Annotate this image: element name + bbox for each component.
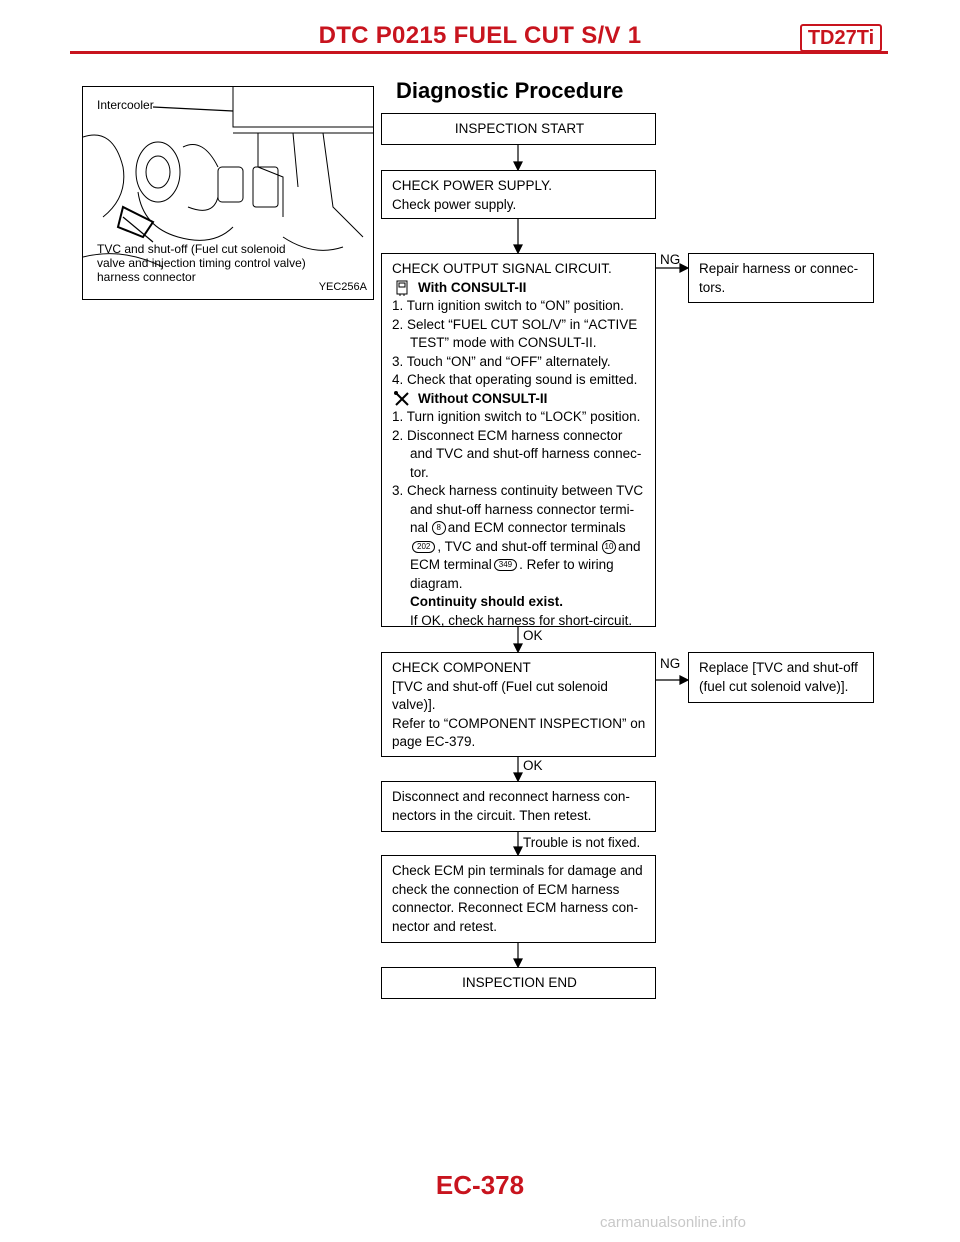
replace-line-1: Replace [TVC and shut-off (699, 660, 858, 675)
step3-ok-label: OK (523, 758, 543, 773)
watermark: carmanualsonline.info (600, 1214, 746, 1231)
with-step-2: 2. Select “FUEL CUT SOL/V” in “ACTIVE (392, 316, 638, 332)
ecm-terminal-text: ECM terminal (410, 557, 492, 572)
step5-line-3: connector. Reconnect ECM harness con- (392, 900, 639, 915)
with-step-1: 1. Turn ignition switch to “ON” position. (392, 298, 624, 313)
refer-wiring-text: . Refer to wiring (519, 557, 614, 572)
reconnect-harness-box (381, 781, 656, 832)
not-fixed-label: Trouble is not fixed. (523, 835, 641, 850)
step2-ok-label: OK (523, 628, 543, 643)
without-step-3-cont: and shut-off harness connector termi- (410, 501, 635, 517)
without-step-2: 2. Disconnect ECM harness connector (392, 427, 623, 443)
check-ecm-pins-box (381, 855, 656, 943)
figure-label-line1: TVC and shut-off (Fuel cut solenoid (97, 242, 286, 256)
with-step-2-cont: TEST” mode with CONSULT-II. (410, 335, 597, 350)
replace-line-2: (fuel cut solenoid valve)]. (699, 678, 849, 694)
if-ok-text: If OK, check harness for short-circuit. (410, 612, 633, 628)
step5-line-4: nector and retest. (392, 918, 498, 934)
step3-line-4: Refer to “COMPONENT INSPECTION” on (392, 715, 646, 731)
section-title: Diagnostic Procedure (396, 78, 624, 103)
figure-code: YEC256A (318, 281, 367, 293)
step4-line-1: Disconnect and reconnect harness con- (392, 789, 630, 804)
repair-line-1: Repair harness or connec- (699, 261, 859, 276)
nal-text: nal (410, 520, 429, 535)
step1-heading: CHECK POWER SUPPLY. (392, 178, 553, 193)
step2-heading: CHECK OUTPUT SIGNAL CIRCUIT. (392, 261, 612, 276)
with-consult-label: With CONSULT-II (418, 279, 527, 295)
model-badge: TD27Ti (800, 24, 882, 52)
with-step-3: 3. Touch “ON” and “OFF” alternately. (392, 353, 611, 369)
inspection-start-box: INSPECTION START (381, 113, 656, 145)
tvc-terminal-text: , TVC and shut-off terminal (437, 538, 599, 554)
step3-line-3: valve)]. (392, 697, 436, 712)
step3-line-5: page EC-379. (392, 734, 476, 749)
step3-line-2: [TVC and shut-off (Fuel cut solenoid (392, 678, 608, 694)
no-consult-tools-icon (392, 391, 412, 407)
step4-line-2: nectors in the circuit. Then retest. (392, 807, 592, 823)
figure-label-intercooler: Intercooler (97, 98, 154, 112)
figure-label-line3: harness connector (97, 270, 196, 284)
without-step-3: 3. Check harness continuity between TVC (392, 483, 644, 498)
page-number: EC-378 (435, 1170, 525, 1200)
diagram-text: diagram. (410, 575, 463, 591)
step3-line-1: CHECK COMPONENT (392, 660, 531, 675)
without-step-3-terminals-3 (392, 556, 647, 575)
check-power-supply-box (381, 170, 656, 219)
ecm-connector-text: and ECM connector terminals (447, 520, 626, 535)
check-output-signal-box (381, 253, 656, 627)
consult-tester-icon (392, 280, 412, 296)
terminal-202-marker: 202 (412, 541, 435, 553)
repair-harness-box (688, 253, 874, 303)
and-text: and (617, 538, 641, 554)
without-consult-label: Without CONSULT-II (418, 390, 548, 406)
step5-line-1: Check ECM pin terminals for damage and (392, 863, 643, 878)
page-header-title: DTC P0215 FUEL CUT S/V 1 (318, 22, 642, 49)
continuity-text: Continuity should exist. (410, 594, 564, 609)
figure-label-line2: valve and injection timing control valve) (97, 256, 306, 270)
without-step-3-terminals (392, 519, 647, 538)
without-step-3-terminals-2 (392, 538, 647, 557)
step1-body: Check power supply. (392, 196, 517, 212)
repair-line-2: tors. (699, 279, 726, 295)
without-step-2-cont: and TVC and shut-off harness connec- (410, 446, 642, 461)
replace-component-box (688, 652, 874, 703)
without-step-2-cont2: tor. (410, 464, 429, 480)
step5-line-2: check the connection of ECM harness (392, 881, 620, 897)
inspection-end-box: INSPECTION END (381, 967, 656, 999)
step2-ng-label: NG (660, 252, 681, 267)
check-component-box (381, 652, 656, 757)
without-step-1: 1. Turn ignition switch to “LOCK” position. (392, 409, 641, 424)
terminal-10-marker: 10 (602, 540, 616, 554)
step3-ng-label: NG (660, 656, 681, 671)
terminal-349-marker: 349 (494, 559, 517, 571)
with-step-4: 4. Check that operating sound is emitted. (392, 372, 638, 387)
terminal-8-marker: 8 (432, 521, 446, 535)
